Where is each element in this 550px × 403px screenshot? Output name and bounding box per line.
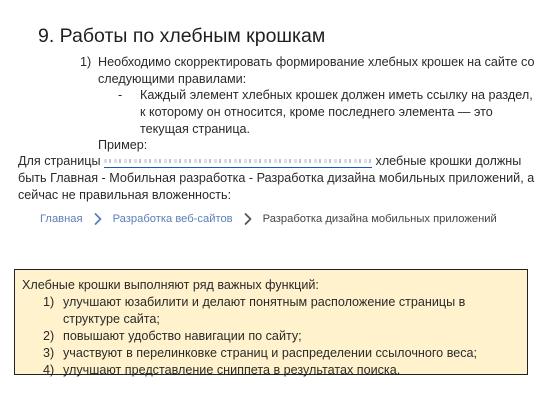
list-item <box>31 345 523 362</box>
breadcrumb-link-home[interactable]: Главная <box>40 213 83 225</box>
redacted-url <box>104 159 372 163</box>
list-item <box>31 328 523 345</box>
list-item <box>31 362 523 379</box>
paragraph-lead: Для страницы <box>18 154 101 168</box>
list-text: участвуют в перелинковке страниц и распределении ссылочного веса; <box>63 346 478 360</box>
note-list <box>31 294 523 379</box>
paragraph-rest: хлебные крошки должны быть Главная - Мобильная разработка - Разработка дизайна мобильных приложений, а сейчас не правильная вложенность: <box>18 154 535 202</box>
breadcrumb-current: Разработка дизайна мобильных приложений <box>262 213 497 225</box>
chevron-right-icon <box>91 212 105 226</box>
section-title: 9. Работы по хлебным крошкам <box>38 25 326 47</box>
sub-item <box>118 87 538 138</box>
breadcrumb <box>40 212 497 226</box>
numbered-item <box>80 54 540 88</box>
list-number: 2) <box>43 329 55 343</box>
list-text: повышают удобство навигации по сайту; <box>63 329 302 343</box>
note-lead: Хлебные крошки выполняют ряд важных функций: <box>22 278 319 292</box>
list-number: 1) <box>43 295 55 309</box>
list-item <box>31 294 523 328</box>
info-note <box>14 269 528 375</box>
chevron-right-icon <box>241 212 255 226</box>
example-paragraph <box>18 153 538 204</box>
example-label: Пример: <box>98 138 148 152</box>
list-text: улучшают представление сниппета в результатах поиска. <box>63 363 401 377</box>
sub-item-bullet: - <box>118 88 123 102</box>
obscured-page-link[interactable] <box>104 156 372 168</box>
list-text: улучшают юзабилити и делают понятным расположение страницы в структуре сайта; <box>63 295 466 326</box>
link-underline <box>104 167 372 168</box>
list-number: 3) <box>43 346 55 360</box>
list-number: 4) <box>43 363 55 377</box>
item-text: Необходимо скорректировать формирование хлебных крошек на сайте со следующими правилами: <box>98 55 535 86</box>
breadcrumb-link-web-dev[interactable]: Разработка веб-сайтов <box>112 213 233 225</box>
sub-item-text: Каждый элемент хлебных крошек должен иметь ссылку на раздел, к которому он относится, кроме последнего элемента — это текущая страница. <box>140 88 533 136</box>
item-number: 1) <box>80 55 92 69</box>
